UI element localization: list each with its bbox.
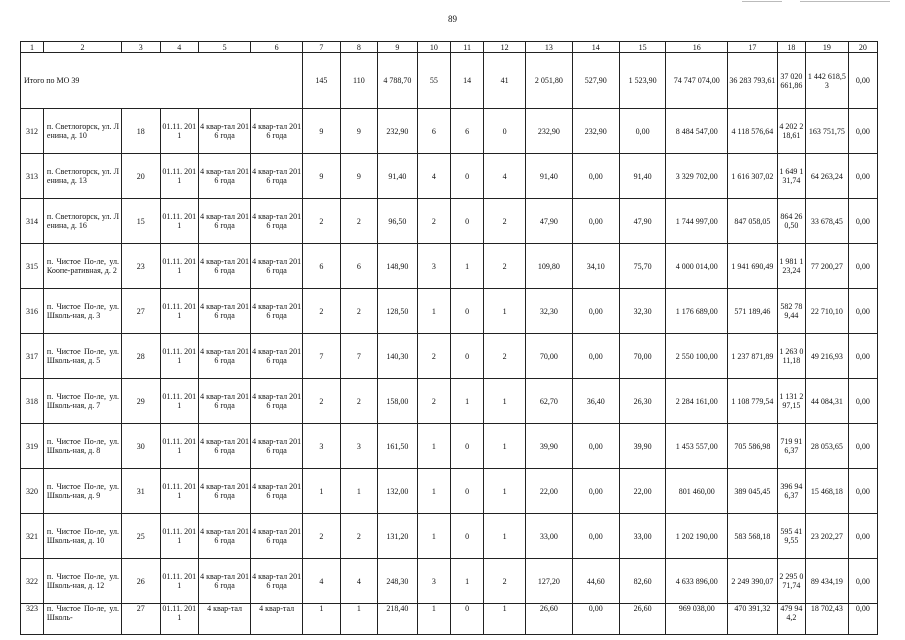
cell-c16: 3 329 702,00 <box>666 154 727 199</box>
cell-c19: 49 216,93 <box>805 334 848 379</box>
cell-c13: 127,20 <box>525 559 572 604</box>
table-row <box>21 604 878 635</box>
cell-c16: 4 000 014,00 <box>666 244 727 289</box>
cell-c12: 2 <box>484 559 526 604</box>
cell-c5: 4 квар-тал <box>199 604 251 635</box>
cell-c16: 1 744 997,00 <box>666 199 727 244</box>
column-number-7: 7 <box>303 42 340 53</box>
cell-c10: 1 <box>417 289 450 334</box>
cell-c11: 0 <box>451 199 484 244</box>
cell-c14: 36,40 <box>572 379 619 424</box>
cell-c9: 132,00 <box>378 469 418 514</box>
cell-c14: 0,00 <box>572 604 619 635</box>
cell-c14: 0,00 <box>572 424 619 469</box>
cell-c7: 2 <box>303 289 340 334</box>
cell-c15: 91,40 <box>619 154 666 199</box>
cell-c12: 1 <box>484 424 526 469</box>
cell-c20: 0,00 <box>848 109 877 154</box>
total-cell-16: 74 747 074,00 <box>666 53 727 109</box>
cell-c16: 1 176 689,00 <box>666 289 727 334</box>
cell-c5: 4 квар-тал 2016 года <box>199 199 251 244</box>
column-number-4: 4 <box>160 42 199 53</box>
cell-c18: 719 916,37 <box>777 424 805 469</box>
cell-c5: 4 квар-тал 2016 года <box>199 154 251 199</box>
total-cell-20: 0,00 <box>848 53 877 109</box>
address-cell: п. Чистое По-ле, ул. Школь-ная, д. 7 <box>43 379 121 424</box>
row-number-cell: 315 <box>21 244 44 289</box>
cell-c5: 4 квар-тал 2016 года <box>199 109 251 154</box>
address-cell: п. Светлогорск, ул. Ленина, д. 13 <box>43 154 121 199</box>
cell-c9: 158,00 <box>378 379 418 424</box>
cell-c6: 4 квар-тал <box>251 604 303 635</box>
cell-c8: 6 <box>340 244 377 289</box>
cell-c15: 70,00 <box>619 334 666 379</box>
cell-c7: 2 <box>303 379 340 424</box>
cell-c12: 2 <box>484 244 526 289</box>
cell-c3: 30 <box>122 424 161 469</box>
cell-c19: 163 751,75 <box>805 109 848 154</box>
cell-c17: 847 058,05 <box>727 199 777 244</box>
cell-c10: 6 <box>417 109 450 154</box>
column-number-5: 5 <box>199 42 251 53</box>
cell-c19: 18 702,43 <box>805 604 848 635</box>
cell-c12: 4 <box>484 154 526 199</box>
housing-repair-table <box>20 41 878 635</box>
cell-c20: 0,00 <box>848 514 877 559</box>
scan-edge-line <box>800 1 890 2</box>
column-number-1: 1 <box>21 42 44 53</box>
cell-c10: 2 <box>417 334 450 379</box>
total-cell-7: 145 <box>303 53 340 109</box>
cell-c15: 33,00 <box>619 514 666 559</box>
total-row <box>21 53 878 109</box>
cell-c19: 64 263,24 <box>805 154 848 199</box>
cell-c20: 0,00 <box>848 154 877 199</box>
column-number-14: 14 <box>572 42 619 53</box>
cell-c9: 232,90 <box>378 109 418 154</box>
cell-c19: 44 084,31 <box>805 379 848 424</box>
column-number-row <box>21 42 878 53</box>
cell-c8: 7 <box>340 334 377 379</box>
cell-c20: 0,00 <box>848 469 877 514</box>
cell-c10: 1 <box>417 424 450 469</box>
cell-c6: 4 квар-тал 2016 года <box>251 244 303 289</box>
cell-c8: 2 <box>340 514 377 559</box>
cell-c14: 0,00 <box>572 334 619 379</box>
column-number-2: 2 <box>43 42 121 53</box>
cell-c18: 4 202 218,61 <box>777 109 805 154</box>
cell-c7: 2 <box>303 514 340 559</box>
cell-c12: 1 <box>484 469 526 514</box>
column-number-18: 18 <box>777 42 805 53</box>
cell-c15: 39,90 <box>619 424 666 469</box>
address-cell: п. Чистое По-ле, ул. Коопе-ративная, д. 2 <box>43 244 121 289</box>
cell-c16: 969 038,00 <box>666 604 727 635</box>
cell-c5: 4 квар-тал 2016 года <box>199 559 251 604</box>
document-table-container <box>20 41 878 635</box>
cell-c11: 1 <box>451 559 484 604</box>
cell-c14: 0,00 <box>572 469 619 514</box>
table-row <box>21 244 878 289</box>
cell-c11: 0 <box>451 424 484 469</box>
cell-c13: 47,90 <box>525 199 572 244</box>
address-cell: п. Чистое По-ле, ул. Школь-ная, д. 8 <box>43 424 121 469</box>
cell-c15: 26,30 <box>619 379 666 424</box>
cell-c11: 0 <box>451 469 484 514</box>
table-row <box>21 109 878 154</box>
column-number-10: 10 <box>417 42 450 53</box>
row-number-cell: 322 <box>21 559 44 604</box>
cell-c18: 1 263 011,18 <box>777 334 805 379</box>
cell-c9: 128,50 <box>378 289 418 334</box>
table-row <box>21 289 878 334</box>
cell-c14: 0,00 <box>572 199 619 244</box>
cell-c13: 26,60 <box>525 604 572 635</box>
cell-c14: 0,00 <box>572 514 619 559</box>
column-number-20: 20 <box>848 42 877 53</box>
cell-c13: 32,30 <box>525 289 572 334</box>
total-cell-11: 14 <box>451 53 484 109</box>
cell-c20: 0,00 <box>848 424 877 469</box>
cell-c5: 4 квар-тал 2016 года <box>199 289 251 334</box>
total-cell-10: 55 <box>417 53 450 109</box>
cell-c17: 470 391,32 <box>727 604 777 635</box>
cell-c9: 131,20 <box>378 514 418 559</box>
cell-c8: 2 <box>340 379 377 424</box>
cell-c3: 25 <box>122 514 161 559</box>
cell-c20: 0,00 <box>848 289 877 334</box>
cell-c12: 1 <box>484 289 526 334</box>
cell-c6: 4 квар-тал 2016 года <box>251 109 303 154</box>
row-number-cell: 320 <box>21 469 44 514</box>
address-cell: п. Чистое По-ле, ул. Школь-ная, д. 5 <box>43 334 121 379</box>
cell-c9: 96,50 <box>378 199 418 244</box>
cell-c7: 1 <box>303 604 340 635</box>
cell-c12: 2 <box>484 334 526 379</box>
column-number-3: 3 <box>122 42 161 53</box>
cell-c10: 1 <box>417 604 450 635</box>
cell-c10: 1 <box>417 469 450 514</box>
row-number-cell: 323 <box>21 604 44 635</box>
total-label: Итого по МО 39 <box>21 53 303 109</box>
cell-c13: 33,00 <box>525 514 572 559</box>
address-cell: п. Чистое По-ле, ул. Школь- <box>43 604 121 635</box>
cell-c6: 4 квар-тал 2016 года <box>251 379 303 424</box>
cell-c9: 148,90 <box>378 244 418 289</box>
column-number-8: 8 <box>340 42 377 53</box>
cell-c9: 140,30 <box>378 334 418 379</box>
row-number-cell: 314 <box>21 199 44 244</box>
cell-c10: 4 <box>417 154 450 199</box>
cell-c10: 1 <box>417 514 450 559</box>
cell-c5: 4 квар-тал 2016 года <box>199 379 251 424</box>
cell-c4: 01.11. 2011 <box>160 289 199 334</box>
cell-c3: 26 <box>122 559 161 604</box>
cell-c16: 8 484 547,00 <box>666 109 727 154</box>
cell-c4: 01.11. 2011 <box>160 559 199 604</box>
cell-c5: 4 квар-тал 2016 года <box>199 244 251 289</box>
cell-c12: 1 <box>484 604 526 635</box>
cell-c20: 0,00 <box>848 334 877 379</box>
cell-c6: 4 квар-тал 2016 года <box>251 424 303 469</box>
address-cell: п. Чистое По-ле, ул. Школь-ная, д. 3 <box>43 289 121 334</box>
cell-c4: 01.11. 2011 <box>160 604 199 635</box>
cell-c5: 4 квар-тал 2016 года <box>199 424 251 469</box>
cell-c17: 1 237 871,89 <box>727 334 777 379</box>
cell-c9: 161,50 <box>378 424 418 469</box>
cell-c19: 28 053,65 <box>805 424 848 469</box>
cell-c13: 109,80 <box>525 244 572 289</box>
cell-c14: 232,90 <box>572 109 619 154</box>
cell-c4: 01.11. 2011 <box>160 514 199 559</box>
cell-c13: 232,90 <box>525 109 572 154</box>
cell-c9: 91,40 <box>378 154 418 199</box>
cell-c6: 4 квар-тал 2016 года <box>251 469 303 514</box>
row-number-cell: 317 <box>21 334 44 379</box>
cell-c18: 1 981 123,24 <box>777 244 805 289</box>
cell-c6: 4 квар-тал 2016 года <box>251 559 303 604</box>
cell-c19: 15 468,18 <box>805 469 848 514</box>
cell-c3: 20 <box>122 154 161 199</box>
cell-c7: 9 <box>303 154 340 199</box>
total-cell-15: 1 523,90 <box>619 53 666 109</box>
cell-c4: 01.11. 2011 <box>160 469 199 514</box>
cell-c15: 75,70 <box>619 244 666 289</box>
cell-c11: 0 <box>451 334 484 379</box>
cell-c18: 864 260,50 <box>777 199 805 244</box>
cell-c3: 18 <box>122 109 161 154</box>
cell-c8: 1 <box>340 604 377 635</box>
address-cell: п. Чистое По-ле, ул. Школь-ная, д. 10 <box>43 514 121 559</box>
column-number-9: 9 <box>378 42 418 53</box>
column-number-6: 6 <box>251 42 303 53</box>
cell-c8: 1 <box>340 469 377 514</box>
row-number-cell: 321 <box>21 514 44 559</box>
cell-c3: 27 <box>122 604 161 635</box>
cell-c17: 1 616 307,02 <box>727 154 777 199</box>
cell-c16: 2 284 161,00 <box>666 379 727 424</box>
cell-c17: 389 045,45 <box>727 469 777 514</box>
page-number: 89 <box>448 14 457 24</box>
cell-c15: 26,60 <box>619 604 666 635</box>
cell-c7: 1 <box>303 469 340 514</box>
cell-c18: 2 295 071,74 <box>777 559 805 604</box>
address-cell: п. Чистое По-ле, ул. Школь-ная, д. 12 <box>43 559 121 604</box>
total-cell-18: 37 020 661,86 <box>777 53 805 109</box>
cell-c7: 6 <box>303 244 340 289</box>
cell-c9: 218,40 <box>378 604 418 635</box>
cell-c10: 2 <box>417 379 450 424</box>
total-cell-14: 527,90 <box>572 53 619 109</box>
cell-c20: 0,00 <box>848 199 877 244</box>
cell-c3: 31 <box>122 469 161 514</box>
cell-c13: 70,00 <box>525 334 572 379</box>
cell-c12: 0 <box>484 109 526 154</box>
cell-c13: 62,70 <box>525 379 572 424</box>
column-number-13: 13 <box>525 42 572 53</box>
cell-c12: 1 <box>484 514 526 559</box>
cell-c12: 1 <box>484 379 526 424</box>
table-row <box>21 379 878 424</box>
cell-c4: 01.11. 2011 <box>160 379 199 424</box>
cell-c6: 4 квар-тал 2016 года <box>251 154 303 199</box>
cell-c7: 3 <box>303 424 340 469</box>
cell-c20: 0,00 <box>848 604 877 635</box>
cell-c20: 0,00 <box>848 559 877 604</box>
cell-c7: 2 <box>303 199 340 244</box>
cell-c4: 01.11. 2011 <box>160 334 199 379</box>
cell-c15: 82,60 <box>619 559 666 604</box>
cell-c18: 396 946,37 <box>777 469 805 514</box>
column-number-15: 15 <box>619 42 666 53</box>
cell-c3: 23 <box>122 244 161 289</box>
cell-c4: 01.11. 2011 <box>160 154 199 199</box>
cell-c17: 571 189,46 <box>727 289 777 334</box>
column-number-17: 17 <box>727 42 777 53</box>
table-row <box>21 559 878 604</box>
cell-c11: 6 <box>451 109 484 154</box>
cell-c17: 2 249 390,07 <box>727 559 777 604</box>
cell-c10: 3 <box>417 244 450 289</box>
total-cell-13: 2 051,80 <box>525 53 572 109</box>
cell-c17: 1 108 779,54 <box>727 379 777 424</box>
cell-c9: 248,30 <box>378 559 418 604</box>
cell-c5: 4 квар-тал 2016 года <box>199 334 251 379</box>
cell-c15: 0,00 <box>619 109 666 154</box>
table-row <box>21 424 878 469</box>
cell-c16: 1 202 190,00 <box>666 514 727 559</box>
cell-c14: 0,00 <box>572 154 619 199</box>
cell-c10: 2 <box>417 199 450 244</box>
cell-c17: 583 568,18 <box>727 514 777 559</box>
row-number-cell: 316 <box>21 289 44 334</box>
column-number-11: 11 <box>451 42 484 53</box>
cell-c6: 4 квар-тал 2016 года <box>251 514 303 559</box>
cell-c16: 2 550 100,00 <box>666 334 727 379</box>
cell-c18: 1 131 297,15 <box>777 379 805 424</box>
row-number-cell: 319 <box>21 424 44 469</box>
cell-c4: 01.11. 2011 <box>160 244 199 289</box>
cell-c17: 4 118 576,64 <box>727 109 777 154</box>
cell-c3: 29 <box>122 379 161 424</box>
cell-c8: 3 <box>340 424 377 469</box>
cell-c11: 1 <box>451 244 484 289</box>
cell-c7: 9 <box>303 109 340 154</box>
total-cell-19: 1 442 618,53 <box>805 53 848 109</box>
cell-c5: 4 квар-тал 2016 года <box>199 514 251 559</box>
cell-c11: 0 <box>451 154 484 199</box>
cell-c16: 801 460,00 <box>666 469 727 514</box>
cell-c15: 47,90 <box>619 199 666 244</box>
table-row <box>21 199 878 244</box>
cell-c11: 1 <box>451 379 484 424</box>
cell-c16: 4 633 896,00 <box>666 559 727 604</box>
cell-c16: 1 453 557,00 <box>666 424 727 469</box>
cell-c8: 9 <box>340 109 377 154</box>
cell-c17: 705 586,98 <box>727 424 777 469</box>
cell-c19: 33 678,45 <box>805 199 848 244</box>
cell-c18: 582 789,44 <box>777 289 805 334</box>
cell-c3: 27 <box>122 289 161 334</box>
cell-c18: 595 419,55 <box>777 514 805 559</box>
cell-c13: 39,90 <box>525 424 572 469</box>
cell-c8: 2 <box>340 289 377 334</box>
table-row <box>21 469 878 514</box>
cell-c18: 1 649 131,74 <box>777 154 805 199</box>
cell-c8: 2 <box>340 199 377 244</box>
cell-c19: 89 434,19 <box>805 559 848 604</box>
cell-c8: 9 <box>340 154 377 199</box>
column-number-16: 16 <box>666 42 727 53</box>
column-number-12: 12 <box>484 42 526 53</box>
cell-c14: 0,00 <box>572 289 619 334</box>
row-number-cell: 312 <box>21 109 44 154</box>
address-cell: п. Светлогорск, ул. Ленина, д. 16 <box>43 199 121 244</box>
cell-c19: 77 200,27 <box>805 244 848 289</box>
cell-c12: 2 <box>484 199 526 244</box>
cell-c11: 0 <box>451 514 484 559</box>
total-cell-8: 110 <box>340 53 377 109</box>
total-cell-12: 41 <box>484 53 526 109</box>
cell-c8: 4 <box>340 559 377 604</box>
cell-c7: 4 <box>303 559 340 604</box>
cell-c5: 4 квар-тал 2016 года <box>199 469 251 514</box>
row-number-cell: 318 <box>21 379 44 424</box>
cell-c11: 0 <box>451 604 484 635</box>
cell-c15: 22,00 <box>619 469 666 514</box>
cell-c19: 23 202,27 <box>805 514 848 559</box>
cell-c4: 01.11. 2011 <box>160 424 199 469</box>
cell-c14: 44,60 <box>572 559 619 604</box>
cell-c20: 0,00 <box>848 379 877 424</box>
cell-c14: 34,10 <box>572 244 619 289</box>
cell-c4: 01.11. 2011 <box>160 109 199 154</box>
cell-c3: 15 <box>122 199 161 244</box>
total-cell-17: 36 283 793,61 <box>727 53 777 109</box>
cell-c19: 22 710,10 <box>805 289 848 334</box>
cell-c17: 1 941 690,49 <box>727 244 777 289</box>
cell-c7: 7 <box>303 334 340 379</box>
total-cell-9: 4 788,70 <box>378 53 418 109</box>
cell-c20: 0,00 <box>848 244 877 289</box>
cell-c6: 4 квар-тал 2016 года <box>251 334 303 379</box>
cell-c10: 3 <box>417 559 450 604</box>
cell-c15: 32,30 <box>619 289 666 334</box>
cell-c6: 4 квар-тал 2016 года <box>251 289 303 334</box>
table-row <box>21 514 878 559</box>
table-row <box>21 154 878 199</box>
cell-c11: 0 <box>451 289 484 334</box>
cell-c13: 22,00 <box>525 469 572 514</box>
column-number-19: 19 <box>805 42 848 53</box>
cell-c3: 28 <box>122 334 161 379</box>
cell-c13: 91,40 <box>525 154 572 199</box>
scan-edge-line <box>742 1 782 2</box>
address-cell: п. Светлогорск, ул. Ленина, д. 10 <box>43 109 121 154</box>
table-body <box>21 42 878 635</box>
row-number-cell: 313 <box>21 154 44 199</box>
cell-c18: 479 944,2 <box>777 604 805 635</box>
table-row <box>21 334 878 379</box>
cell-c4: 01.11. 2011 <box>160 199 199 244</box>
address-cell: п. Чистое По-ле, ул. Школь-ная, д. 9 <box>43 469 121 514</box>
cell-c6: 4 квар-тал 2016 года <box>251 199 303 244</box>
